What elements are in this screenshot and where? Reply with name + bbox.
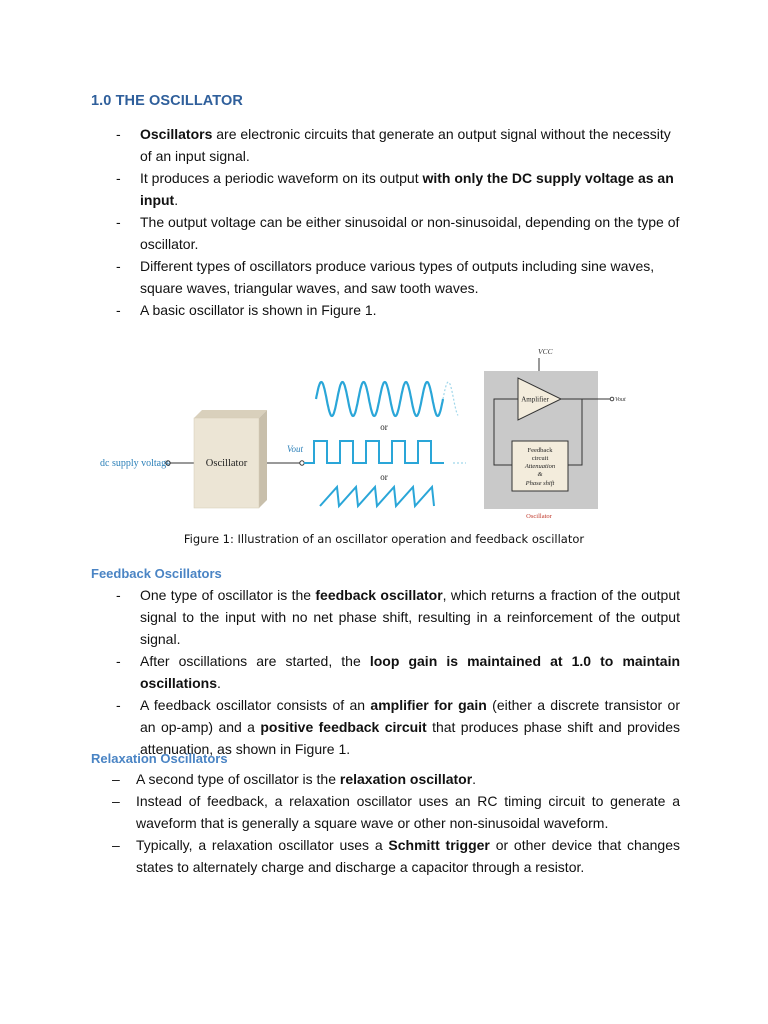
text-run: are electronic circuits that generate an output signal without the necessity of an input signal. bbox=[140, 126, 671, 164]
panel-vout-label: Vout bbox=[615, 397, 626, 403]
or-label-1: or bbox=[380, 422, 388, 432]
relaxation-bullet bbox=[108, 834, 680, 878]
text-run: One type of oscillator is the bbox=[140, 587, 316, 603]
text-run: A basic oscillator is shown in Figure 1. bbox=[140, 302, 377, 318]
bullet-marker: - bbox=[116, 258, 121, 274]
feedback-bullet-list bbox=[112, 584, 680, 760]
bold-text: Oscillators bbox=[140, 126, 213, 142]
panel-caption: Oscillator bbox=[526, 513, 552, 520]
oscillator-label: Oscillator bbox=[205, 458, 248, 469]
bold-text: amplifier for gain bbox=[370, 697, 487, 713]
oscillator-block-top bbox=[194, 410, 267, 418]
sine-wave-fade bbox=[443, 382, 458, 415]
dc-supply-label: dc supply voltage bbox=[100, 458, 171, 469]
bullet-marker: - bbox=[116, 302, 121, 318]
intro-bullet bbox=[112, 211, 680, 255]
bold-text: Schmitt trigger bbox=[388, 837, 490, 853]
bold-text: with only the DC supply voltage as an input bbox=[140, 170, 674, 208]
sine-wave bbox=[316, 382, 443, 416]
vcc-label: VCC bbox=[538, 347, 553, 356]
bullet-marker: – bbox=[112, 837, 120, 853]
feedback-line-4: & bbox=[537, 471, 543, 478]
feedback-heading: Feedback Oscillators bbox=[91, 566, 222, 581]
text-run: After oscillations are started, the bbox=[140, 653, 370, 669]
output-terminal bbox=[300, 461, 304, 465]
text-run: Different types of oscillators produce various types of outputs including sine waves, square waves, triangular waves, and saw tooth waves. bbox=[140, 258, 655, 296]
text-run: Typically, a relaxation oscillator uses a bbox=[136, 837, 389, 853]
feedback-line-5: Phase shift bbox=[525, 480, 555, 487]
bold-text: loop gain is maintained at 1.0 to maintain oscillations bbox=[140, 653, 681, 691]
feedback-line-1: Feedback bbox=[527, 447, 553, 454]
intro-bullet bbox=[112, 255, 680, 299]
feedback-bullet bbox=[112, 584, 680, 650]
intro-bullet bbox=[112, 299, 680, 321]
bullet-marker: - bbox=[116, 170, 121, 186]
amplifier-label: Amplifier bbox=[521, 395, 549, 404]
relaxation-heading: Relaxation Oscillators bbox=[91, 751, 228, 766]
feedback-line-3: Attenuation bbox=[524, 463, 556, 470]
bold-text: feedback oscillator bbox=[315, 587, 443, 603]
bullet-marker: - bbox=[116, 697, 121, 713]
text-run: that produces phase shift and provides attenuation, as shown in Figure 1. bbox=[140, 719, 680, 757]
oscillator-block-side bbox=[259, 410, 267, 508]
feedback-bullet bbox=[112, 650, 680, 694]
bullet-marker: - bbox=[116, 587, 121, 603]
bullet-marker: - bbox=[116, 653, 121, 669]
text-run: It produces a periodic waveform on its output bbox=[140, 170, 423, 186]
text-run: , which returns a fraction of the output signal to the input with no net phase shift, resulting in a reinforcement of the output signal. bbox=[140, 587, 680, 647]
text-run: . bbox=[217, 675, 221, 691]
text-run: . bbox=[472, 771, 477, 787]
text-run: A second type of oscillator is the bbox=[136, 771, 340, 787]
relaxation-bullet-list bbox=[108, 768, 680, 878]
or-label-2: or bbox=[380, 472, 388, 482]
figure-caption: Figure 1: Illustration of an oscillator operation and feedback oscillator bbox=[183, 532, 585, 546]
panel-output-terminal bbox=[610, 397, 614, 401]
text-run: The output voltage can be either sinusoidal or non-sinusoidal, depending on the type of oscillator. bbox=[140, 214, 680, 252]
vout-label: Vout bbox=[287, 444, 304, 454]
feedback-line-2: circuit bbox=[531, 455, 549, 462]
bullet-marker: - bbox=[116, 214, 121, 230]
bullet-marker: - bbox=[116, 126, 121, 142]
text-run: . bbox=[174, 192, 179, 208]
relaxation-bullet bbox=[108, 790, 680, 834]
bold-text: positive feedback circuit bbox=[260, 719, 427, 735]
bullet-marker: – bbox=[112, 793, 120, 809]
intro-bullet bbox=[112, 123, 680, 167]
sawtooth-wave bbox=[320, 487, 434, 506]
square-wave bbox=[304, 441, 444, 463]
bullet-marker: – bbox=[112, 771, 120, 787]
intro-bullet-list bbox=[112, 123, 680, 321]
oscillator-figure bbox=[98, 340, 626, 525]
bold-text: relaxation oscillator bbox=[339, 771, 473, 787]
text-run: A feedback oscillator consists of an bbox=[140, 697, 371, 713]
intro-bullet bbox=[112, 167, 680, 211]
text-run: (either a discrete transistor or an op-amp) and a bbox=[140, 697, 680, 735]
section-heading: 1.0 THE OSCILLATOR bbox=[91, 93, 243, 109]
text-run: Instead of feedback, a relaxation oscillator uses an RC timing circuit to generate a waveform that is generally a square wave or other non-sinusoidal waveform. bbox=[136, 793, 680, 831]
relaxation-bullet bbox=[108, 768, 680, 790]
text-run: or other device that changes states to alternately charge and discharge a capacitor through a resistor. bbox=[136, 837, 680, 875]
